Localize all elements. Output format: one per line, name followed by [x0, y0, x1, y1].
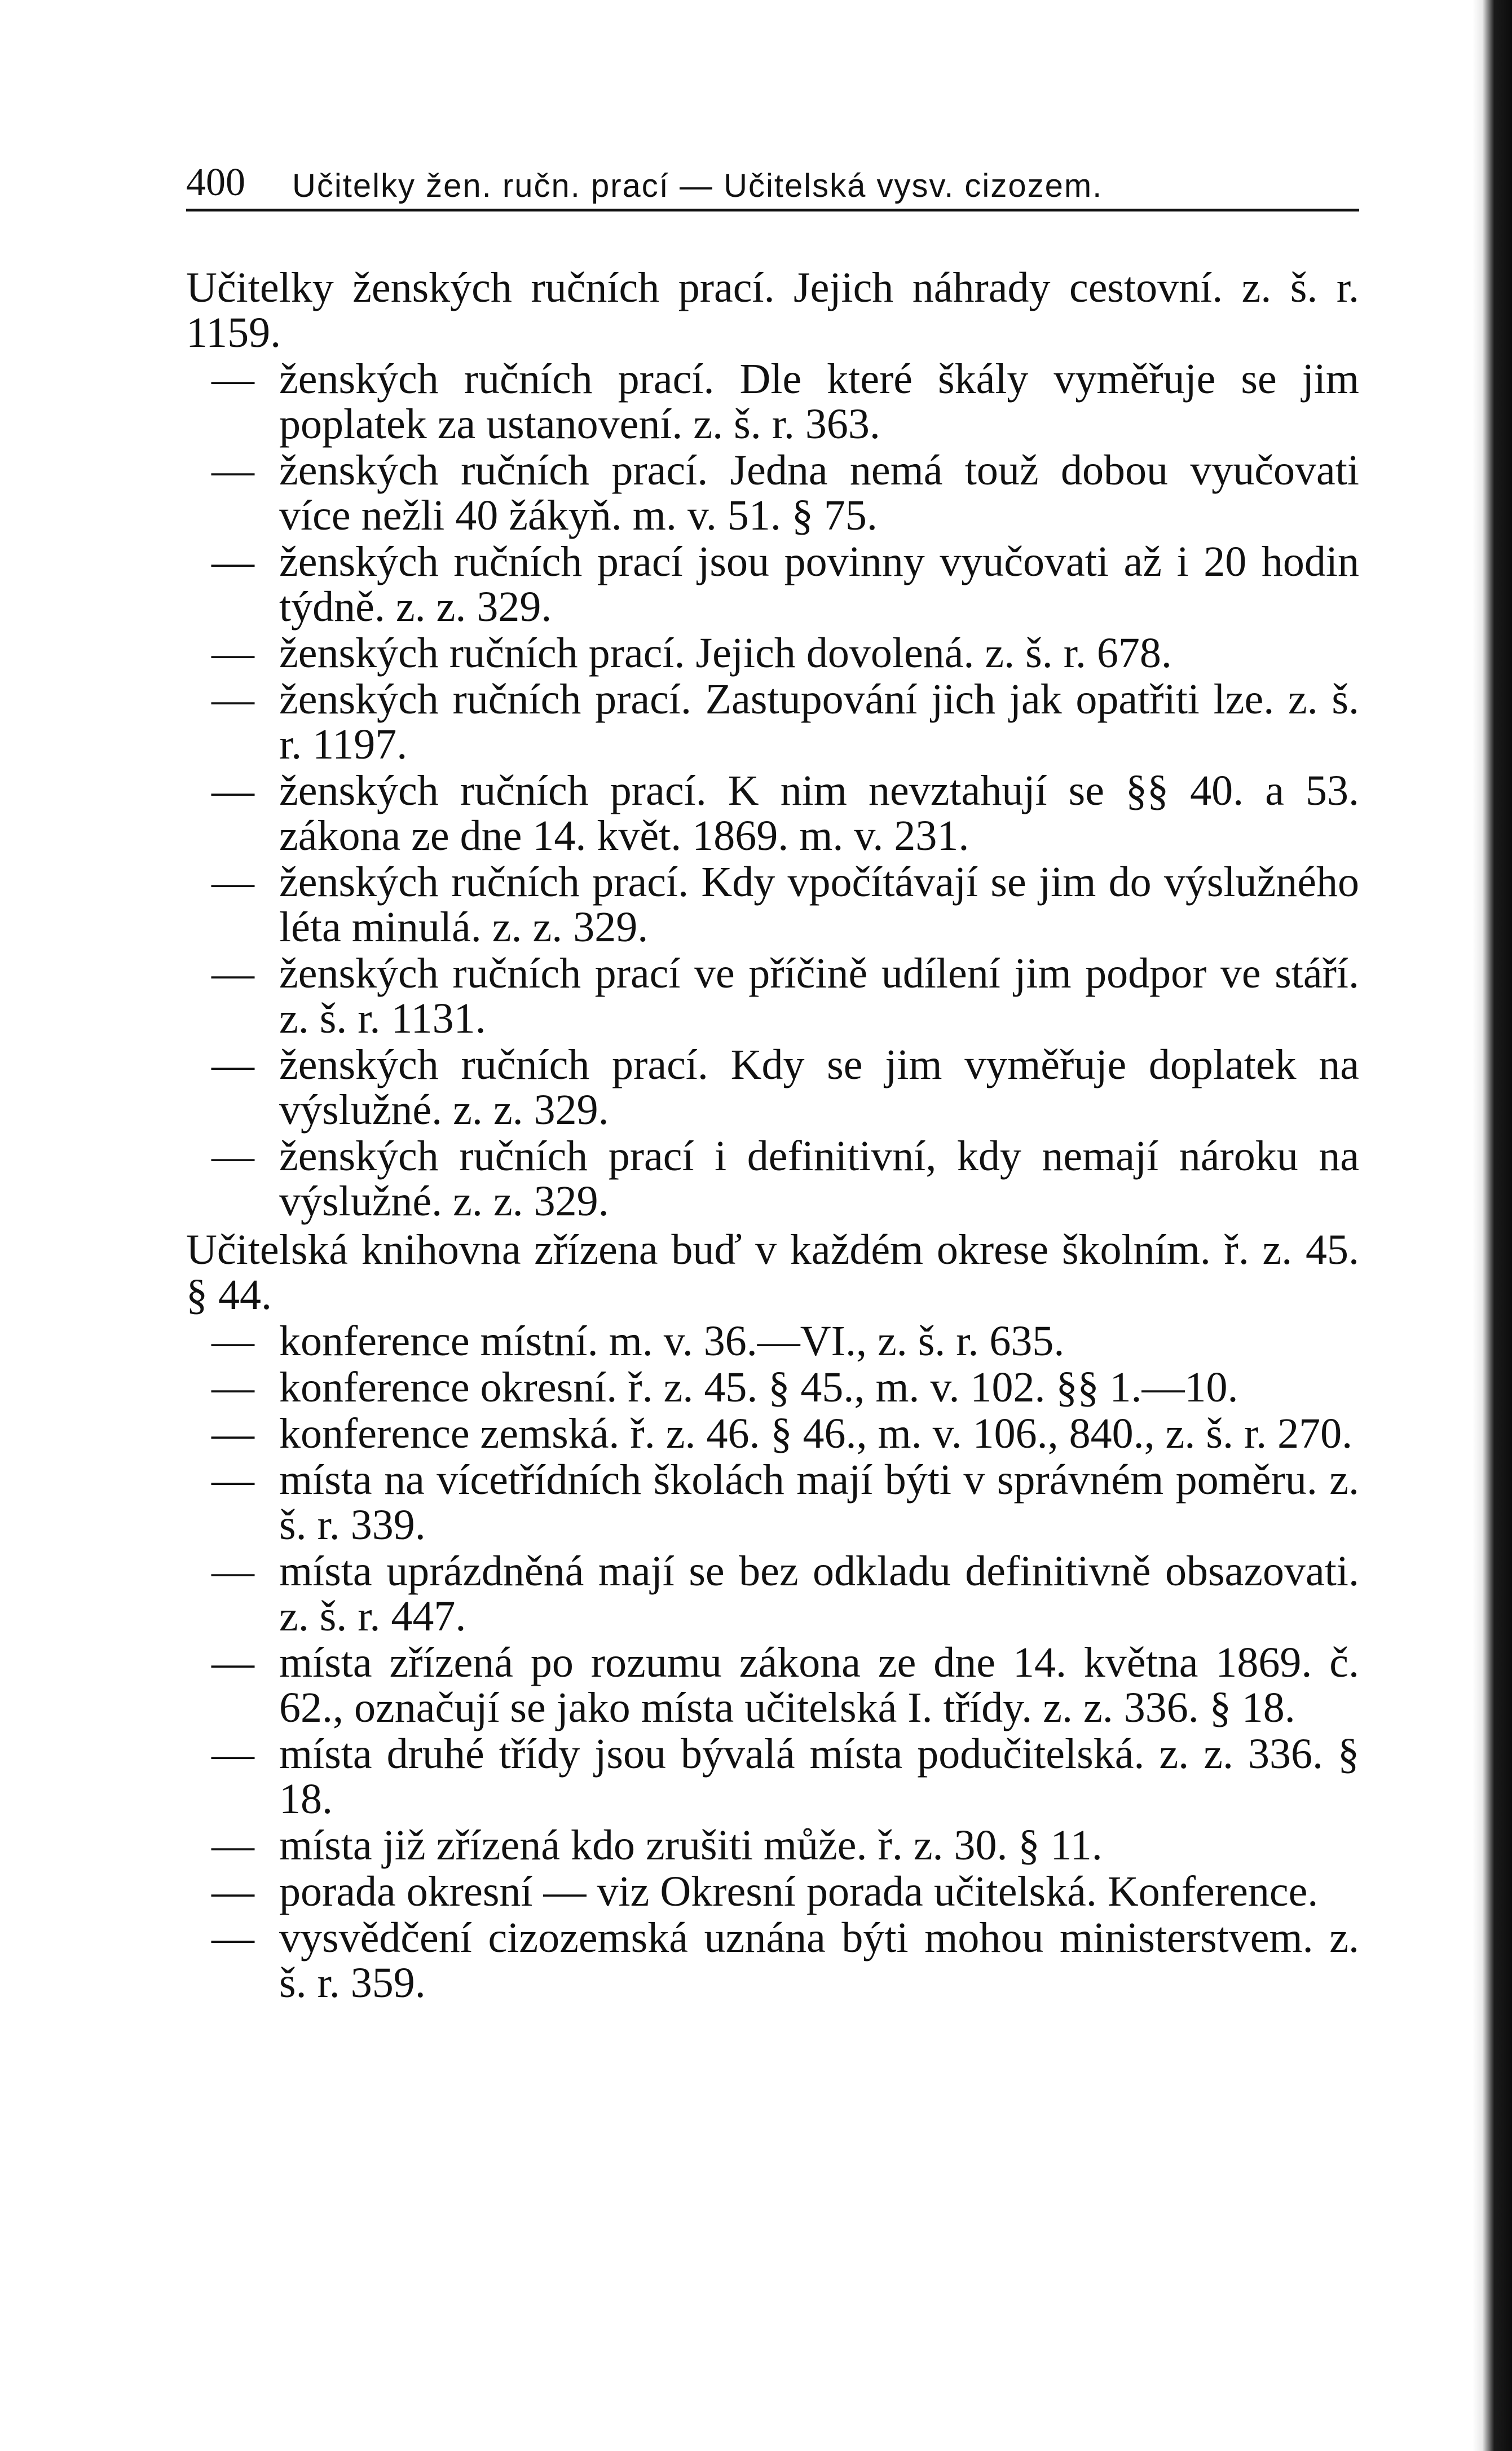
index-sub-entry	[186, 356, 1359, 447]
entry-dash: —	[211, 1317, 254, 1365]
entry-text: konference místní. m. v. 36.—VI., z. š. r. 635.	[279, 1317, 1065, 1365]
entry-dash: —	[211, 767, 254, 814]
entry-dash: —	[211, 950, 254, 997]
entry-text: konference okresní. ř. z. 45. § 45., m. v. 102. §§ 1.—10.	[279, 1364, 1238, 1411]
index-sub-entry	[186, 1549, 1359, 1639]
index-sub-entry	[186, 859, 1359, 950]
index-sub-entry	[186, 1457, 1359, 1548]
index-sub-entry	[186, 951, 1359, 1041]
index-sub-entry	[186, 1869, 1359, 1914]
index-main-entry	[186, 265, 1359, 355]
index-sub-entry	[186, 1411, 1359, 1456]
entry-text: místa uprázdněná mají se bez odkladu definitivně obsazovati. z. š. r. 447.	[279, 1548, 1359, 1640]
entry-text: místa druhé třídy jsou bývalá místa podučitelská. z. z. 336. § 18.	[279, 1730, 1359, 1823]
entry-text: ženských ručních prací. Dle které škály vyměřuje se jim poplatek za ustanovení. z. š. r. 363.	[279, 355, 1359, 448]
entry-dash: —	[211, 1868, 254, 1915]
index-main-entry	[186, 1227, 1359, 1317]
index-sub-entry	[186, 677, 1359, 767]
entry-text: ženských ručních prací i definitivní, kdy nemají nároku na výslužné. z. z. 329.	[279, 1132, 1359, 1225]
entry-dash: —	[211, 1548, 254, 1595]
entry-text: ženských ručních prací. Kdy se jim vyměřuje doplatek na výslužné. z. z. 329.	[279, 1041, 1359, 1134]
entry-dash: —	[211, 1639, 254, 1686]
index-entries	[186, 265, 1359, 2005]
index-sub-entry	[186, 1640, 1359, 1730]
entry-text: Učitelky ženských ručních prací. Jejich náhrady cestovní. z. š. r. 1159.	[186, 264, 1359, 356]
entry-dash: —	[211, 538, 254, 585]
entry-text: místa zřízená po rozumu zákona ze dne 14. května 1869. č. 62., označují se jako místa učitelská I. třídy. z. z. 336. § 18.	[279, 1639, 1359, 1731]
entry-text: místa na vícetřídních školách mají býti v správném poměru. z. š. r. 339.	[279, 1456, 1359, 1549]
entry-dash: —	[211, 1132, 254, 1180]
index-sub-entry	[186, 631, 1359, 676]
entry-dash: —	[211, 858, 254, 906]
entry-dash: —	[211, 1730, 254, 1778]
running-title: Učitelky žen. ručn. prací — Učitelská vysv. cizozem.	[292, 167, 1103, 204]
entry-text: ženských ručních prací. K nim nevztahují se §§ 40. a 53. zákona ze dne 14. květ. 1869. m. v. 231.	[279, 767, 1359, 859]
entry-dash: —	[211, 676, 254, 723]
entry-dash: —	[211, 1410, 254, 1457]
index-sub-entry	[186, 539, 1359, 629]
entry-text: porada okresní — viz Okresní porada učitelská. Konference.	[279, 1868, 1319, 1915]
entry-dash: —	[211, 1364, 254, 1411]
entry-dash: —	[211, 1914, 254, 1961]
index-sub-entry	[186, 1042, 1359, 1132]
page-header	[186, 141, 1359, 211]
entry-dash: —	[211, 1041, 254, 1088]
book-spine-edge	[1473, 0, 1512, 2451]
entry-dash: —	[211, 629, 254, 677]
entry-text: vysvědčení cizozemská uznána býti mohou ministerstvem. z. š. r. 359.	[279, 1914, 1359, 2007]
entry-text: ženských ručních prací. Kdy vpočítávají se jim do výslužného léta minulá. z. z. 329.	[279, 858, 1359, 951]
entry-dash: —	[211, 447, 254, 494]
page-number: 400	[186, 161, 245, 204]
entry-text: ženských ručních prací jsou povinny vyučovati až i 20 hodin týdně. z. z. 329.	[279, 538, 1359, 631]
entry-text: konference zemská. ř. z. 46. § 46., m. v. 106., 840., z. š. r. 270.	[279, 1410, 1353, 1457]
index-sub-entry	[186, 448, 1359, 538]
index-sub-entry	[186, 1915, 1359, 2005]
entry-text: Učitelská knihovna zřízena buď v každém okrese školním. ř. z. 45. § 44.	[186, 1226, 1359, 1319]
entry-text: ženských ručních prací ve příčině udílení jim podpor ve stáří. z. š. r. 1131.	[279, 950, 1359, 1042]
index-sub-entry	[186, 1134, 1359, 1224]
entry-text: ženských ručních prací. Jejich dovolená. z. š. r. 678.	[279, 629, 1172, 677]
index-sub-entry	[186, 1365, 1359, 1410]
entry-dash: —	[211, 355, 254, 403]
book-page	[186, 141, 1359, 2007]
entry-text: ženských ručních prací. Zastupování jich jak opatřiti lze. z. š. r. 1197.	[279, 676, 1359, 768]
entry-dash: —	[211, 1456, 254, 1504]
entry-text: místa již zřízená kdo zrušiti může. ř. z. 30. § 11.	[279, 1822, 1103, 1869]
entry-text: ženských ručních prací. Jedna nemá touž dobou vyučovati více nežli 40 žákyň. m. v. 51. § 75.	[279, 447, 1359, 539]
entry-dash: —	[211, 1822, 254, 1869]
index-sub-entry	[186, 1319, 1359, 1364]
index-sub-entry	[186, 768, 1359, 858]
index-sub-entry	[186, 1731, 1359, 1822]
index-sub-entry	[186, 1823, 1359, 1868]
